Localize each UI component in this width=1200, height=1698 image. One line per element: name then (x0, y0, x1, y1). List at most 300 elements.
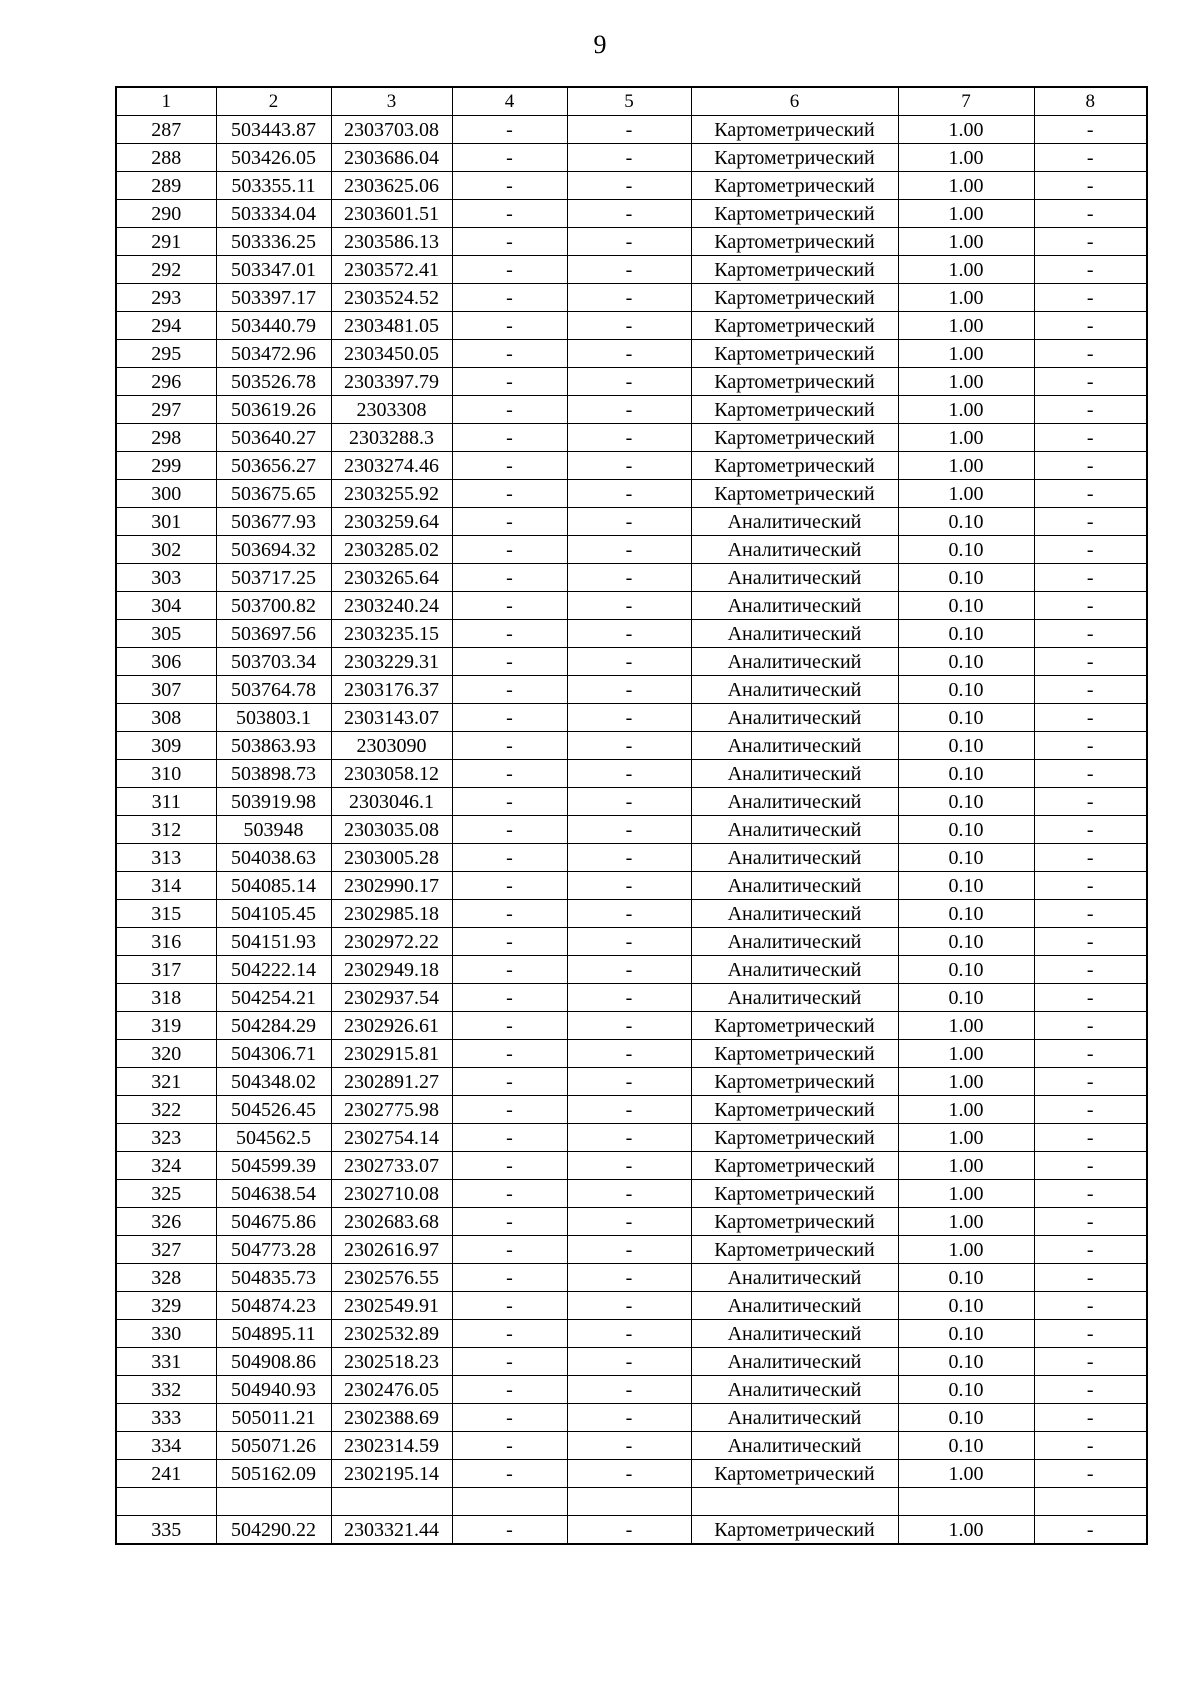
point-number-cell: 310 (116, 760, 216, 788)
table-row (116, 1376, 1147, 1404)
table-row (116, 760, 1147, 788)
col8-cell: - (1034, 1376, 1147, 1404)
col8-cell: - (1034, 1012, 1147, 1040)
col8-cell: - (1034, 788, 1147, 816)
point-number-cell: 288 (116, 144, 216, 172)
point-number-cell (116, 1488, 216, 1516)
accuracy-cell: 0.10 (898, 732, 1034, 760)
point-number-cell: 332 (116, 1376, 216, 1404)
method-cell: Аналитический (691, 928, 898, 956)
accuracy-cell: 1.00 (898, 256, 1034, 284)
col4-cell: - (452, 368, 567, 396)
col5-cell: - (567, 1264, 691, 1292)
table-row (116, 1012, 1147, 1040)
point-number-cell: 289 (116, 172, 216, 200)
table-row (116, 508, 1147, 536)
point-number-cell: 292 (116, 256, 216, 284)
point-number-cell: 327 (116, 1236, 216, 1264)
col5-cell: - (567, 1152, 691, 1180)
y-coordinate-cell: 2302972.22 (331, 928, 452, 956)
table-row (116, 200, 1147, 228)
col4-cell: - (452, 1152, 567, 1180)
y-coordinate-cell: 2302476.05 (331, 1376, 452, 1404)
col8-cell: - (1034, 592, 1147, 620)
method-cell: Аналитический (691, 816, 898, 844)
col4-cell: - (452, 1012, 567, 1040)
accuracy-cell: 1.00 (898, 1180, 1034, 1208)
col4-cell: - (452, 760, 567, 788)
method-cell: Аналитический (691, 1264, 898, 1292)
point-number-cell: 314 (116, 872, 216, 900)
col4-cell: - (452, 452, 567, 480)
col8-cell: - (1034, 648, 1147, 676)
accuracy-cell: 0.10 (898, 648, 1034, 676)
col5-cell: - (567, 1320, 691, 1348)
col5-cell: - (567, 508, 691, 536)
y-coordinate-cell: 2303288.3 (331, 424, 452, 452)
method-cell: Картометрический (691, 452, 898, 480)
x-coordinate-cell: 504675.86 (216, 1208, 331, 1236)
col4-cell: - (452, 1292, 567, 1320)
col4-cell: - (452, 1124, 567, 1152)
table-row (116, 872, 1147, 900)
col5-cell: - (567, 340, 691, 368)
x-coordinate-cell: 504222.14 (216, 956, 331, 984)
table-row (116, 732, 1147, 760)
table-row (116, 1292, 1147, 1320)
col8-cell: - (1034, 1404, 1147, 1432)
table-row (116, 956, 1147, 984)
col5-cell: - (567, 928, 691, 956)
col4-cell: - (452, 396, 567, 424)
point-number-cell: 305 (116, 620, 216, 648)
point-number-cell: 318 (116, 984, 216, 1012)
table-row (116, 480, 1147, 508)
point-number-cell: 297 (116, 396, 216, 424)
col8-cell: - (1034, 564, 1147, 592)
col8-cell: - (1034, 368, 1147, 396)
accuracy-cell: 0.10 (898, 928, 1034, 956)
accuracy-cell: 0.10 (898, 788, 1034, 816)
col4-cell: - (452, 256, 567, 284)
y-coordinate-cell: 2303229.31 (331, 648, 452, 676)
col8-cell: - (1034, 508, 1147, 536)
col8-cell: - (1034, 480, 1147, 508)
accuracy-cell: 1.00 (898, 116, 1034, 144)
point-number-cell: 291 (116, 228, 216, 256)
col8-cell: - (1034, 1124, 1147, 1152)
method-cell: Аналитический (691, 1292, 898, 1320)
method-cell: Картометрический (691, 1012, 898, 1040)
col5-cell: - (567, 1040, 691, 1068)
x-coordinate-cell: 504348.02 (216, 1068, 331, 1096)
table-row (116, 1180, 1147, 1208)
table-row (116, 1152, 1147, 1180)
point-number-cell: 290 (116, 200, 216, 228)
method-cell: Картометрический (691, 1040, 898, 1068)
method-cell: Картометрический (691, 1124, 898, 1152)
col4-cell: - (452, 1404, 567, 1432)
method-cell: Картометрический (691, 256, 898, 284)
point-number-cell: 333 (116, 1404, 216, 1432)
col8-cell: - (1034, 1236, 1147, 1264)
col8-cell: - (1034, 228, 1147, 256)
method-cell: Картометрический (691, 480, 898, 508)
y-coordinate-cell (331, 1488, 452, 1516)
method-cell: Картометрический (691, 1516, 898, 1545)
col5-cell: - (567, 816, 691, 844)
table-body (116, 116, 1147, 1545)
accuracy-cell: 0.10 (898, 816, 1034, 844)
col8-cell: - (1034, 620, 1147, 648)
method-cell: Аналитический (691, 1404, 898, 1432)
accuracy-cell: 1.00 (898, 1124, 1034, 1152)
table-row (116, 536, 1147, 564)
x-coordinate-cell: 503355.11 (216, 172, 331, 200)
col4-cell: - (452, 172, 567, 200)
accuracy-cell: 1.00 (898, 200, 1034, 228)
method-cell: Картометрический (691, 312, 898, 340)
col4-cell: - (452, 1208, 567, 1236)
col4-cell (452, 1488, 567, 1516)
table-row (116, 116, 1147, 144)
x-coordinate-cell: 504835.73 (216, 1264, 331, 1292)
col8-cell: - (1034, 844, 1147, 872)
point-number-cell: 328 (116, 1264, 216, 1292)
point-number-cell: 298 (116, 424, 216, 452)
col5-cell: - (567, 732, 691, 760)
method-cell: Аналитический (691, 1348, 898, 1376)
col4-cell: - (452, 620, 567, 648)
x-coordinate-cell: 504526.45 (216, 1096, 331, 1124)
col4-cell: - (452, 900, 567, 928)
col8-cell: - (1034, 452, 1147, 480)
method-cell: Аналитический (691, 788, 898, 816)
method-cell (691, 1488, 898, 1516)
col5-cell: - (567, 592, 691, 620)
col8-cell: - (1034, 872, 1147, 900)
point-number-cell: 312 (116, 816, 216, 844)
y-coordinate-cell: 2302891.27 (331, 1068, 452, 1096)
col4-cell: - (452, 1348, 567, 1376)
y-coordinate-cell: 2303321.44 (331, 1516, 452, 1545)
x-coordinate-cell: 503948 (216, 816, 331, 844)
table-row (116, 1348, 1147, 1376)
col5-cell: - (567, 424, 691, 452)
col8-cell: - (1034, 172, 1147, 200)
x-coordinate-cell: 504105.45 (216, 900, 331, 928)
col8-cell: - (1034, 984, 1147, 1012)
method-cell: Картометрический (691, 116, 898, 144)
col5-cell: - (567, 788, 691, 816)
col5-cell: - (567, 144, 691, 172)
col4-cell: - (452, 536, 567, 564)
col8-cell: - (1034, 116, 1147, 144)
col5-cell: - (567, 1208, 691, 1236)
y-coordinate-cell: 2303035.08 (331, 816, 452, 844)
accuracy-cell: 1.00 (898, 1012, 1034, 1040)
method-cell: Картометрический (691, 1096, 898, 1124)
y-coordinate-cell: 2302532.89 (331, 1320, 452, 1348)
col5-cell: - (567, 1096, 691, 1124)
accuracy-cell: 0.10 (898, 1348, 1034, 1376)
table-row (116, 144, 1147, 172)
col4-cell: - (452, 648, 567, 676)
accuracy-cell: 0.10 (898, 676, 1034, 704)
col8-cell: - (1034, 1208, 1147, 1236)
col8-cell: - (1034, 1096, 1147, 1124)
x-coordinate-cell: 503919.98 (216, 788, 331, 816)
table-row (116, 1264, 1147, 1292)
x-coordinate-cell: 503640.27 (216, 424, 331, 452)
method-cell: Аналитический (691, 704, 898, 732)
table-row (116, 564, 1147, 592)
column-header: 2 (216, 87, 331, 116)
x-coordinate-cell: 503697.56 (216, 620, 331, 648)
col4-cell: - (452, 676, 567, 704)
accuracy-cell: 0.10 (898, 620, 1034, 648)
x-coordinate-cell: 503397.17 (216, 284, 331, 312)
y-coordinate-cell: 2303450.05 (331, 340, 452, 368)
y-coordinate-cell: 2303481.05 (331, 312, 452, 340)
col4-cell: - (452, 984, 567, 1012)
point-number-cell: 320 (116, 1040, 216, 1068)
y-coordinate-cell: 2302549.91 (331, 1292, 452, 1320)
table-row (116, 396, 1147, 424)
x-coordinate-cell: 503764.78 (216, 676, 331, 704)
y-coordinate-cell: 2302754.14 (331, 1124, 452, 1152)
x-coordinate-cell: 503675.65 (216, 480, 331, 508)
x-coordinate-cell: 503656.27 (216, 452, 331, 480)
method-cell: Аналитический (691, 1432, 898, 1460)
col5-cell: - (567, 648, 691, 676)
accuracy-cell: 1.00 (898, 1068, 1034, 1096)
x-coordinate-cell: 504254.21 (216, 984, 331, 1012)
method-cell: Аналитический (691, 592, 898, 620)
table-row (116, 256, 1147, 284)
col5-cell: - (567, 200, 691, 228)
col4-cell: - (452, 872, 567, 900)
col8-cell: - (1034, 816, 1147, 844)
x-coordinate-cell: 504290.22 (216, 1516, 331, 1545)
y-coordinate-cell: 2302990.17 (331, 872, 452, 900)
accuracy-cell: 1.00 (898, 1152, 1034, 1180)
col8-cell: - (1034, 424, 1147, 452)
point-number-cell: 313 (116, 844, 216, 872)
col5-cell: - (567, 480, 691, 508)
col5-cell: - (567, 368, 691, 396)
table-row (116, 620, 1147, 648)
y-coordinate-cell: 2302949.18 (331, 956, 452, 984)
accuracy-cell: 0.10 (898, 900, 1034, 928)
col8-cell: - (1034, 396, 1147, 424)
col5-cell: - (567, 312, 691, 340)
table-row (116, 676, 1147, 704)
point-number-cell: 300 (116, 480, 216, 508)
y-coordinate-cell: 2303240.24 (331, 592, 452, 620)
accuracy-cell: 1.00 (898, 340, 1034, 368)
y-coordinate-cell: 2303143.07 (331, 704, 452, 732)
col4-cell: - (452, 144, 567, 172)
y-coordinate-cell: 2303235.15 (331, 620, 452, 648)
accuracy-cell: 1.00 (898, 368, 1034, 396)
y-coordinate-cell: 2302576.55 (331, 1264, 452, 1292)
method-cell: Картометрический (691, 340, 898, 368)
y-coordinate-cell: 2303586.13 (331, 228, 452, 256)
accuracy-cell: 1.00 (898, 1040, 1034, 1068)
accuracy-cell: 0.10 (898, 1432, 1034, 1460)
col4-cell: - (452, 228, 567, 256)
col4-cell: - (452, 1516, 567, 1545)
table-row (116, 900, 1147, 928)
col5-cell: - (567, 228, 691, 256)
method-cell: Картометрический (691, 228, 898, 256)
accuracy-cell: 1.00 (898, 1236, 1034, 1264)
col4-cell: - (452, 816, 567, 844)
point-number-cell: 315 (116, 900, 216, 928)
x-coordinate-cell: 503443.87 (216, 116, 331, 144)
page-number: 9 (593, 30, 607, 59)
y-coordinate-cell: 2303625.06 (331, 172, 452, 200)
method-cell: Аналитический (691, 956, 898, 984)
col5-cell: - (567, 564, 691, 592)
x-coordinate-cell: 503619.26 (216, 396, 331, 424)
table-row (116, 1040, 1147, 1068)
col8-cell: - (1034, 144, 1147, 172)
accuracy-cell: 0.10 (898, 956, 1034, 984)
col5-cell: - (567, 1376, 691, 1404)
col4-cell: - (452, 956, 567, 984)
accuracy-cell: 1.00 (898, 1516, 1034, 1545)
col4-cell: - (452, 1068, 567, 1096)
col4-cell: - (452, 928, 567, 956)
point-number-cell: 294 (116, 312, 216, 340)
y-coordinate-cell: 2303686.04 (331, 144, 452, 172)
method-cell: Картометрический (691, 1152, 898, 1180)
col5-cell: - (567, 256, 691, 284)
accuracy-cell: 1.00 (898, 480, 1034, 508)
method-cell: Аналитический (691, 620, 898, 648)
y-coordinate-cell: 2303005.28 (331, 844, 452, 872)
accuracy-cell: 1.00 (898, 144, 1034, 172)
table-row (116, 340, 1147, 368)
header-row (116, 87, 1147, 116)
x-coordinate-cell: 503677.93 (216, 508, 331, 536)
col5-cell: - (567, 1292, 691, 1320)
method-cell: Картометрический (691, 172, 898, 200)
point-number-cell: 323 (116, 1124, 216, 1152)
x-coordinate-cell: 504638.54 (216, 1180, 331, 1208)
method-cell: Аналитический (691, 844, 898, 872)
point-number-cell: 304 (116, 592, 216, 620)
method-cell: Картометрический (691, 1208, 898, 1236)
x-coordinate-cell: 503426.05 (216, 144, 331, 172)
point-number-cell: 331 (116, 1348, 216, 1376)
method-cell: Картометрический (691, 200, 898, 228)
method-cell: Аналитический (691, 1320, 898, 1348)
method-cell: Аналитический (691, 760, 898, 788)
y-coordinate-cell: 2302937.54 (331, 984, 452, 1012)
x-coordinate-cell: 503334.04 (216, 200, 331, 228)
x-coordinate-cell: 504874.23 (216, 1292, 331, 1320)
table-row (116, 368, 1147, 396)
col5-cell: - (567, 284, 691, 312)
y-coordinate-cell: 2303703.08 (331, 116, 452, 144)
y-coordinate-cell: 2302388.69 (331, 1404, 452, 1432)
accuracy-cell: 1.00 (898, 452, 1034, 480)
accuracy-cell: 1.00 (898, 284, 1034, 312)
accuracy-cell: 0.10 (898, 984, 1034, 1012)
col5-cell: - (567, 172, 691, 200)
accuracy-cell: 1.00 (898, 1096, 1034, 1124)
accuracy-cell: 0.10 (898, 508, 1034, 536)
y-coordinate-cell: 2303274.46 (331, 452, 452, 480)
y-coordinate-cell: 2302915.81 (331, 1040, 452, 1068)
col4-cell: - (452, 116, 567, 144)
y-coordinate-cell: 2302985.18 (331, 900, 452, 928)
table-row (116, 1208, 1147, 1236)
col4-cell: - (452, 592, 567, 620)
col8-cell: - (1034, 1180, 1147, 1208)
col8-cell: - (1034, 284, 1147, 312)
col5-cell: - (567, 704, 691, 732)
col4-cell: - (452, 480, 567, 508)
col5-cell: - (567, 1068, 691, 1096)
col8-cell: - (1034, 1460, 1147, 1488)
y-coordinate-cell: 2302195.14 (331, 1460, 452, 1488)
table-row (116, 844, 1147, 872)
accuracy-cell: 0.10 (898, 760, 1034, 788)
col8-cell: - (1034, 1264, 1147, 1292)
accuracy-cell: 1.00 (898, 1460, 1034, 1488)
accuracy-cell: 0.10 (898, 1320, 1034, 1348)
x-coordinate-cell: 503703.34 (216, 648, 331, 676)
point-number-cell: 287 (116, 116, 216, 144)
accuracy-cell: 1.00 (898, 228, 1034, 256)
y-coordinate-cell: 2303601.51 (331, 200, 452, 228)
method-cell: Аналитический (691, 732, 898, 760)
x-coordinate-cell: 503440.79 (216, 312, 331, 340)
y-coordinate-cell: 2303524.52 (331, 284, 452, 312)
point-number-cell: 296 (116, 368, 216, 396)
y-coordinate-cell: 2303285.02 (331, 536, 452, 564)
y-coordinate-cell: 2303308 (331, 396, 452, 424)
accuracy-cell (898, 1488, 1034, 1516)
y-coordinate-cell: 2303397.79 (331, 368, 452, 396)
col8-cell: - (1034, 340, 1147, 368)
table-row (116, 312, 1147, 340)
col5-cell: - (567, 1432, 691, 1460)
column-header: 8 (1034, 87, 1147, 116)
table-row (116, 228, 1147, 256)
col4-cell: - (452, 1376, 567, 1404)
col4-cell: - (452, 564, 567, 592)
col8-cell: - (1034, 928, 1147, 956)
y-coordinate-cell: 2303255.92 (331, 480, 452, 508)
col8-cell: - (1034, 1516, 1147, 1545)
col5-cell: - (567, 1236, 691, 1264)
point-number-cell: 293 (116, 284, 216, 312)
x-coordinate-cell: 503336.25 (216, 228, 331, 256)
col4-cell: - (452, 1460, 567, 1488)
table-row (116, 1124, 1147, 1152)
col5-cell: - (567, 396, 691, 424)
point-number-cell: 334 (116, 1432, 216, 1460)
column-header: 5 (567, 87, 691, 116)
point-number-cell: 306 (116, 648, 216, 676)
accuracy-cell: 0.10 (898, 872, 1034, 900)
method-cell: Аналитический (691, 648, 898, 676)
